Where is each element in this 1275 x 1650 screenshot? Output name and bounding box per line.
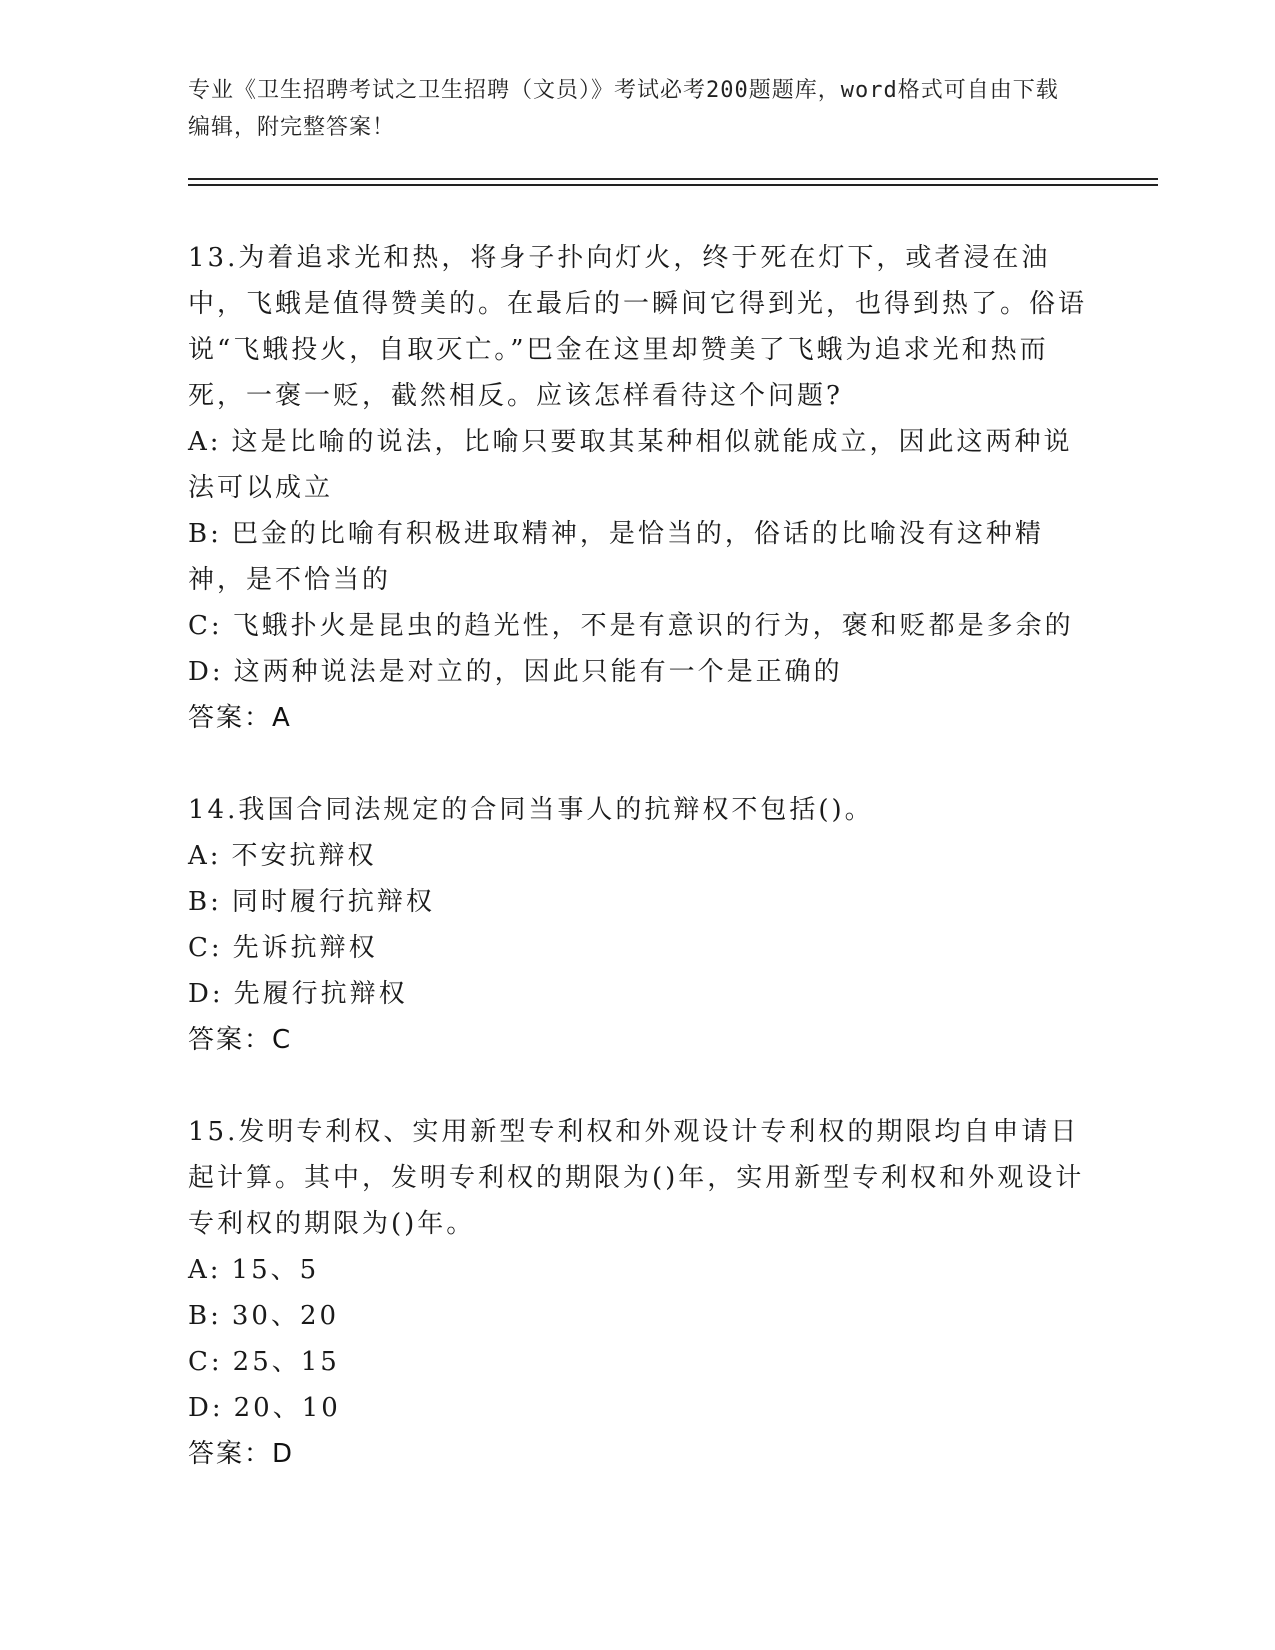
option-text: 25、15 xyxy=(232,1347,340,1377)
question-text: 发明专利权、实用新型专利权和外观设计专利权的期限均自申请日起计算。其中，发明专利权的期限为()年，实用新型专利权和外观设计专利权的期限为()年。 xyxy=(188,1117,1085,1239)
option-c xyxy=(188,925,1088,971)
option-text: 这两种说法是对立的，因此只能有一个是正确的 xyxy=(233,657,843,687)
option-a xyxy=(188,419,1088,511)
option-a xyxy=(188,833,1088,879)
question-stem xyxy=(188,1109,1088,1247)
question-stem xyxy=(188,235,1088,419)
option-text: 15、5 xyxy=(231,1255,320,1285)
option-b xyxy=(188,879,1088,925)
option-letter: A: xyxy=(188,427,222,457)
option-letter: B: xyxy=(188,887,222,917)
option-b xyxy=(188,511,1088,603)
option-text: 飞蛾扑火是昆虫的趋光性，不是有意识的行为，褒和贬都是多余的 xyxy=(232,611,1074,641)
option-text: 30、20 xyxy=(231,1301,340,1331)
header-divider-top xyxy=(188,178,1158,180)
option-d xyxy=(188,971,1088,1017)
option-letter: B: xyxy=(188,519,222,549)
option-b xyxy=(188,1293,1088,1339)
option-letter: D: xyxy=(188,1393,224,1423)
option-text: 这是比喻的说法，比喻只要取其某种相似就能成立，因此这两种说法可以成立 xyxy=(188,427,1073,503)
option-text: 巴金的比喻有积极进取精神，是恰当的，俗话的比喻没有这种精神，是不恰当的 xyxy=(188,519,1044,595)
option-text: 不安抗辩权 xyxy=(231,841,377,871)
option-letter: C: xyxy=(188,611,223,641)
option-text: 先诉抗辩权 xyxy=(232,933,378,963)
question-text: 为着追求光和热，将身子扑向灯火，终于死在灯下，或者浸在油中，飞蛾是值得赞美的。在最后的一瞬间它得到光，也得到热了。俗语说“飞蛾投火，自取灭亡。”巴金在这里却赞美了飞蛾为追求光和热而死，一褒一贬，截然相反。应该怎样看待这个问题? xyxy=(188,243,1088,411)
answer-line: 答案：A xyxy=(188,703,292,733)
option-d xyxy=(188,649,1088,695)
option-letter: B: xyxy=(188,1301,222,1331)
option-text: 同时履行抗辩权 xyxy=(231,887,435,917)
question-15 xyxy=(188,1109,1088,1477)
question-number: 14. xyxy=(188,795,239,825)
option-letter: C: xyxy=(188,1347,223,1377)
option-c xyxy=(188,1339,1088,1385)
answer-line: 答案：C xyxy=(188,1025,293,1055)
option-c xyxy=(188,603,1088,649)
question-stem xyxy=(188,787,1088,833)
header-divider-bottom xyxy=(188,184,1158,186)
question-14 xyxy=(188,787,1088,1063)
option-d xyxy=(188,1385,1088,1431)
document-header: 专业《卫生招聘考试之卫生招聘（文员）》考试必考200题题库，word格式可自由下载编辑，附完整答案！ xyxy=(188,78,1059,140)
option-text: 先履行抗辩权 xyxy=(233,979,408,1009)
option-letter: D: xyxy=(188,657,224,687)
question-number: 13. xyxy=(188,243,239,273)
option-letter: A: xyxy=(188,841,222,871)
option-letter: C: xyxy=(188,933,223,963)
option-a xyxy=(188,1247,1088,1293)
option-letter: A: xyxy=(188,1255,222,1285)
question-list xyxy=(188,235,1088,1523)
question-13 xyxy=(188,235,1088,741)
answer-line: 答案：D xyxy=(188,1439,295,1469)
option-text: 20、10 xyxy=(233,1393,341,1423)
question-text: 我国合同法规定的合同当事人的抗辩权不包括()。 xyxy=(238,795,874,825)
option-letter: D: xyxy=(188,979,224,1009)
question-number: 15. xyxy=(188,1117,239,1147)
